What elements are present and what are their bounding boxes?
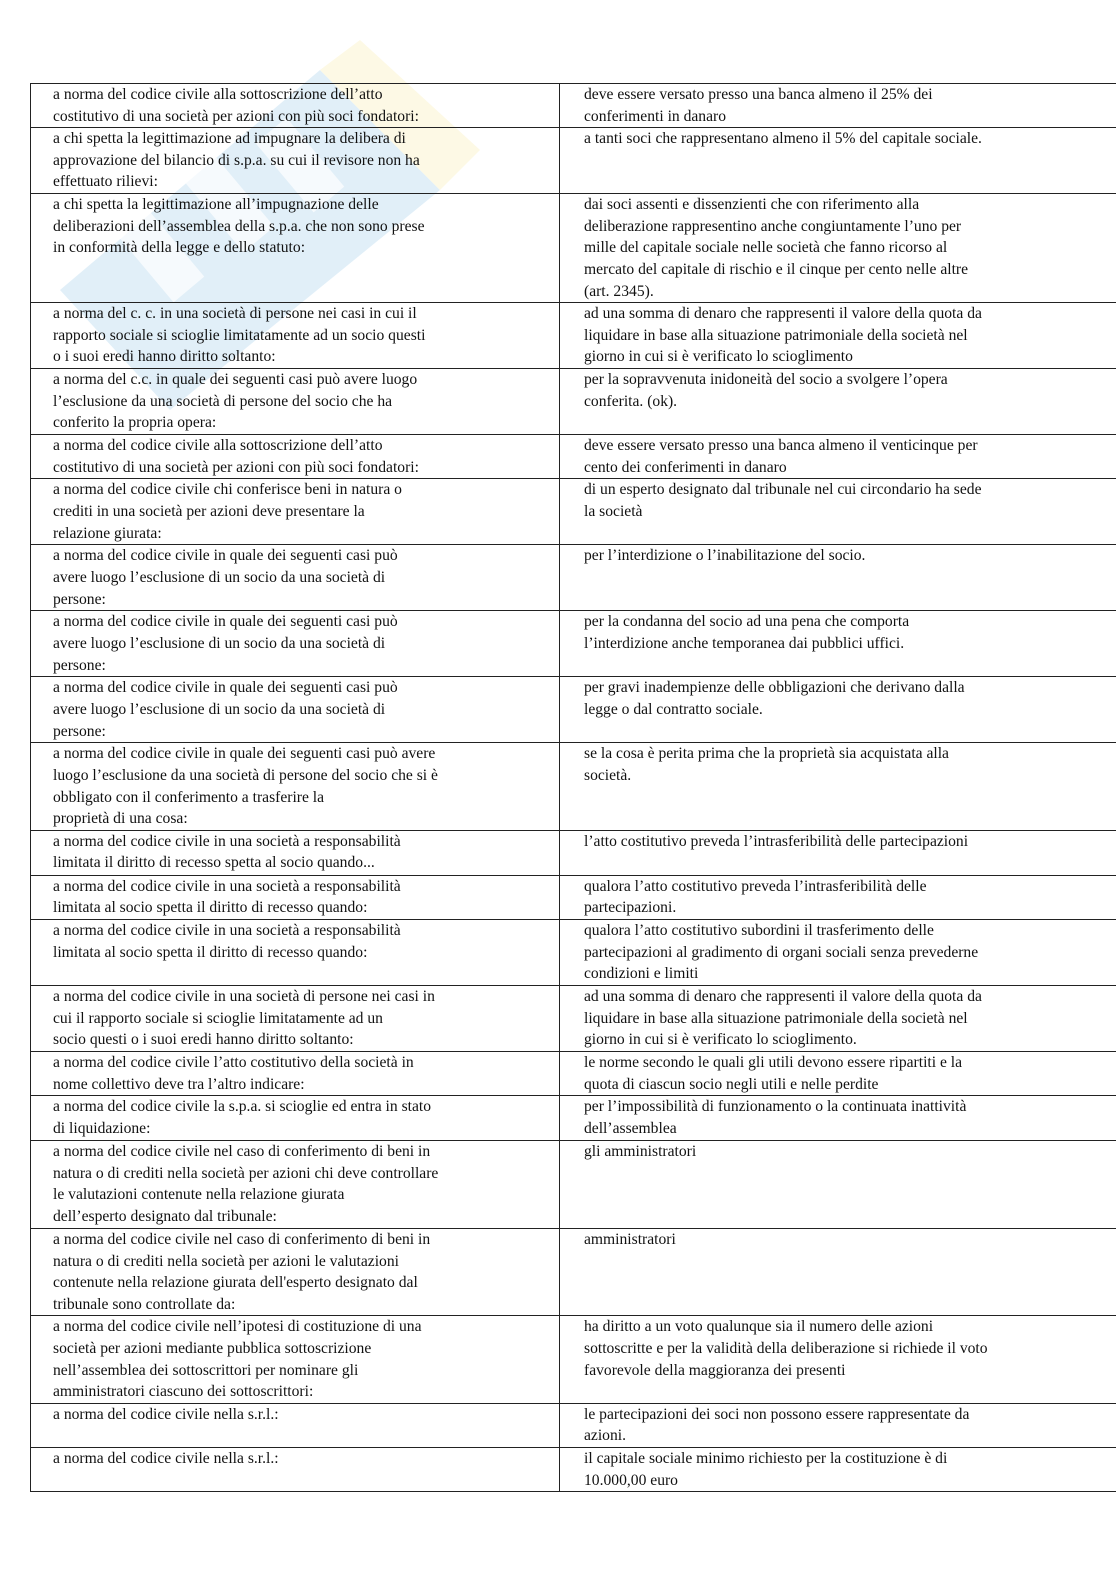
table-row [31, 1141, 1116, 1229]
question-cell: a norma del codice civile in una società a responsabilità limitata al socio spetta il diritto di recesso quando: [31, 919, 560, 985]
table-row [31, 1316, 1116, 1403]
question-cell: a norma del codice civile in quale dei seguenti casi può avere luogo l’esclusione di un socio da una società di persone: [31, 545, 560, 611]
table-row [31, 128, 1116, 194]
table-row [31, 1096, 1116, 1141]
table-row [31, 545, 1116, 611]
table-row [31, 369, 1116, 435]
answer-cell: a tanti soci che rappresentano almeno il 5% del capitale sociale. [560, 128, 1116, 194]
table-row [31, 1229, 1116, 1316]
table-row [31, 677, 1116, 743]
answer-cell: qualora l’atto costitutivo subordini il trasferimento delle partecipazioni al gradimento di organi sociali senza prevederne condizioni e limiti [560, 919, 1116, 985]
table-row [31, 830, 1116, 875]
question-cell: a norma del codice civile nell’ipotesi di costituzione di una società per azioni mediante pubblica sottoscrizione nell’assemblea dei sottoscrittori per nominare gli amministratori ciascuno dei sottoscrittori: [31, 1316, 560, 1403]
answer-cell: dai soci assenti e dissenzienti che con riferimento alla deliberazione rappresentino anche congiuntamente l’uno per mille del capitale sociale nelle società che fanno ricorso al mercato del capitale di rischio e il cinque per cento nelle altre (art. 2345). [560, 194, 1116, 303]
table-row [31, 194, 1116, 303]
table-row [31, 985, 1116, 1051]
answer-cell: per gravi inadempienze delle obbligazioni che derivano dalla legge o dal contratto sociale. [560, 677, 1116, 743]
answer-cell: per l’impossibilità di funzionamento o la continuata inattività dell’assemblea [560, 1096, 1116, 1141]
table-row [31, 303, 1116, 369]
table-row [31, 919, 1116, 985]
answer-cell: per l’interdizione o l’inabilitazione del socio. [560, 545, 1116, 611]
answer-cell: ad una somma di denaro che rappresenti il valore della quota da liquidare in base alla situazione patrimoniale della società nel giorno in cui si è verificato lo scioglimento. [560, 985, 1116, 1051]
question-cell: a norma del codice civile alla sottoscrizione dell’atto costitutivo di una società per azioni con più soci fondatori: [31, 435, 560, 479]
question-cell: a norma del codice civile la s.p.a. si scioglie ed entra in stato di liquidazione: [31, 1096, 560, 1141]
table-row [31, 84, 1116, 128]
table-row [31, 1448, 1116, 1492]
table-row [31, 875, 1116, 919]
answer-cell: di un esperto designato dal tribunale nel cui circondario ha sede la società [560, 479, 1116, 545]
question-cell: a norma del codice civile nella s.r.l.: [31, 1448, 560, 1492]
answer-cell: il capitale sociale minimo richiesto per la costituzione è di 10.000,00 euro [560, 1448, 1116, 1492]
question-cell: a norma del codice civile nel caso di conferimento di beni in natura o di crediti nella società per azioni le valutazioni contenute nella relazione giurata dell'esperto designato dal tribunale sono controllate da: [31, 1229, 560, 1316]
question-cell: a norma del codice civile in una società a responsabilità limitata il diritto di recesso spetta al socio quando... [31, 830, 560, 875]
question-cell: a norma del codice civile nella s.r.l.: [31, 1403, 560, 1447]
question-cell: a norma del codice civile in quale dei seguenti casi può avere luogo l’esclusione di un socio da una società di persone: [31, 677, 560, 743]
question-cell: a norma del codice civile chi conferisce beni in natura o crediti in una società per azioni deve presentare la relazione giurata: [31, 479, 560, 545]
question-cell: a norma del codice civile in quale dei seguenti casi può avere luogo l’esclusione di un socio da una società di persone: [31, 611, 560, 677]
answer-cell: ha diritto a un voto qualunque sia il numero delle azioni sottoscritte e per la validità della deliberazione si richiede il voto favorevole della maggioranza dei presenti [560, 1316, 1116, 1403]
question-cell: a norma del codice civile l’atto costitutivo della società in nome collettivo deve tra l’altro indicare: [31, 1051, 560, 1095]
answer-cell: amministratori [560, 1229, 1116, 1316]
answer-cell: deve essere versato presso una banca almeno il venticinque per cento dei conferimenti in danaro [560, 435, 1116, 479]
table-row [31, 1403, 1116, 1447]
question-cell: a norma del c. c. in una società di persone nei casi in cui il rapporto sociale si scioglie limitatamente ad un socio questi o i suoi eredi hanno diritto soltanto: [31, 303, 560, 369]
question-cell: a chi spetta la legittimazione ad impugnare la delibera di approvazione del bilancio di s.p.a. su cui il revisore non ha effettuato rilievi: [31, 128, 560, 194]
qa-table [30, 83, 1116, 1492]
table-row [31, 435, 1116, 479]
answer-cell: le partecipazioni dei soci non possono essere rappresentate da azioni. [560, 1403, 1116, 1447]
answer-cell: l’atto costitutivo preveda l’intrasferibilità delle partecipazioni [560, 830, 1116, 875]
table-row [31, 743, 1116, 830]
table-row [31, 479, 1116, 545]
answer-cell: per la condanna del socio ad una pena che comporta l’interdizione anche temporanea dai pubblici uffici. [560, 611, 1116, 677]
answer-cell: gli amministratori [560, 1141, 1116, 1229]
question-cell: a norma del codice civile in una società di persone nei casi in cui il rapporto sociale si scioglie limitatamente ad un socio questi o i suoi eredi hanno diritto soltanto: [31, 985, 560, 1051]
answer-cell: le norme secondo le quali gli utili devono essere ripartiti e la quota di ciascun socio negli utili e nelle perdite [560, 1051, 1116, 1095]
question-cell: a norma del codice civile in una società a responsabilità limitata al socio spetta il diritto di recesso quando: [31, 875, 560, 919]
answer-cell: per la sopravvenuta inidoneità del socio a svolgere l’opera conferita. (ok). [560, 369, 1116, 435]
question-cell: a norma del codice civile nel caso di conferimento di beni in natura o di crediti nella società per azioni chi deve controllare le valutazioni contenute nella relazione giurata dell’esperto designato dal tribunale: [31, 1141, 560, 1229]
table-row [31, 1051, 1116, 1095]
answer-cell: ad una somma di denaro che rappresenti il valore della quota da liquidare in base alla situazione patrimoniale della società nel giorno in cui si è verificato lo scioglimento [560, 303, 1116, 369]
answer-cell: deve essere versato presso una banca almeno il 25% dei conferimenti in danaro [560, 84, 1116, 128]
answer-cell: qualora l’atto costitutivo preveda l’intrasferibilità delle partecipazioni. [560, 875, 1116, 919]
question-cell: a norma del codice civile alla sottoscrizione dell’atto costitutivo di una società per azioni con più soci fondatori: [31, 84, 560, 128]
question-cell: a chi spetta la legittimazione all’impugnazione delle deliberazioni dell’assemblea della s.p.a. che non sono prese in conformità della legge e dello statuto: [31, 194, 560, 303]
table-row [31, 611, 1116, 677]
answer-cell: se la cosa è perita prima che la proprietà sia acquistata alla società. [560, 743, 1116, 830]
question-cell: a norma del codice civile in quale dei seguenti casi può avere luogo l’esclusione da una società di persone del socio che si è obbligato con il conferimento a trasferire la proprietà di una cosa: [31, 743, 560, 830]
question-cell: a norma del c.c. in quale dei seguenti casi può avere luogo l’esclusione da una società di persone del socio che ha conferito la propria opera: [31, 369, 560, 435]
